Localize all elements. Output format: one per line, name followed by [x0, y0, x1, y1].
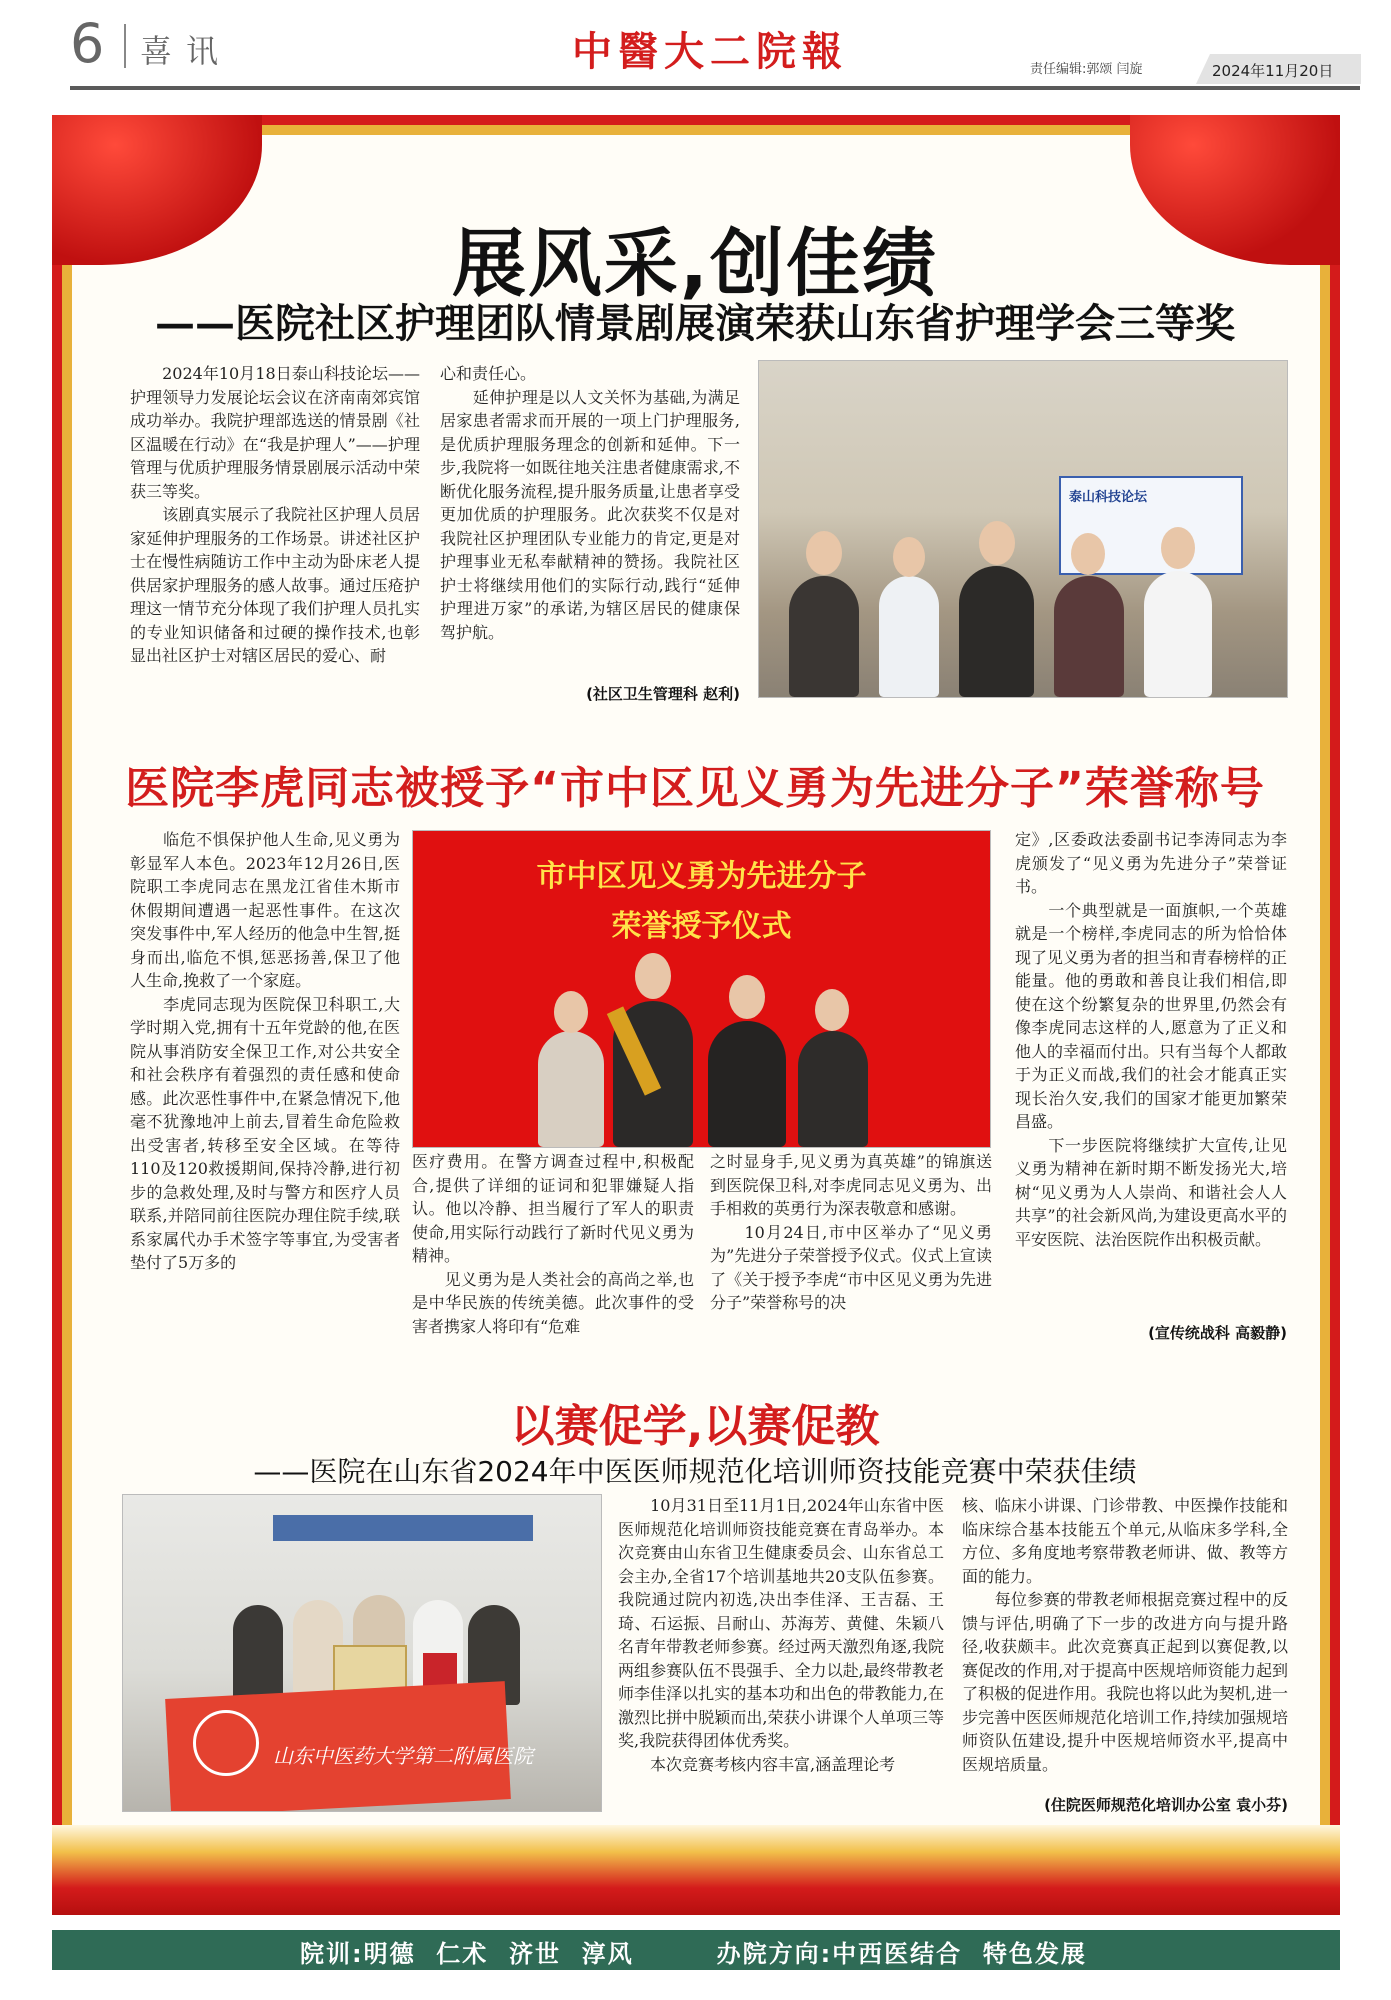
newspaper-masthead: 中醫大二院報 — [572, 28, 848, 75]
article2-credit: (宣传统战科 高毅静) — [1148, 1324, 1287, 1342]
article1-column-2: 心和责任心。 延伸护理是以人文关怀为基础,为满足居家患者需求而开展的一项上门护理服务,是优质护理服务理念的创新和延伸。下一步,我院将一如既往地关注患者健康需求,不断优化服务流程,提升服务质量,让患者享受更加优质的护理服务。此次获奖不仅是对我院社区护理团队专业能力的肯定,更是对护理事业无私奉献精神的赞扬。我院社区护士将继续用他们的实际行动,践行“延伸护理进万家”的承诺,为辖区居民的健康保驾护航。 — [440, 364, 740, 642]
person-figure — [798, 1031, 868, 1147]
venue-screen — [273, 1515, 533, 1541]
person-figure — [1144, 571, 1212, 697]
person-head — [806, 531, 842, 575]
person-figure — [233, 1605, 283, 1705]
person-figure — [959, 566, 1034, 697]
article1-title: 展风采,创佳绩 — [451, 221, 939, 307]
honor-ceremony-photo — [412, 830, 991, 1148]
article2-title: 医院李虎同志被授予“市中区见义勇为先进分子”荣誉称号 — [125, 763, 1265, 814]
article3-credit: (住院医师规范化培训办公室 袁小芬) — [1044, 1796, 1288, 1814]
person-head — [1071, 533, 1105, 575]
competition-team-photo — [122, 1494, 602, 1812]
header-rule — [70, 86, 1360, 90]
article3-column-2: 核、临床小讲课、门诊带教、中医操作技能和临床综合基本技能五个单元,从临床多学科,全方位、多角度地考察带教老师讲、做、教等方面的能力。 每位参赛的带教老师根据竞赛过程中的反馈与评估,明确了下一步的改进方向与提升路径,收获颇丰。此次竞赛真正起到以赛促教,以赛促改的作用,对于提高中医规培师资能力起到了积极的促进作用。我院也将以此为契机,进一步完善中医医师规范化培训工作,持续加强规培师资队伍建设,提升中医规培师资水平,提高中医规培质量。 — [962, 1496, 1288, 1774]
person-figure — [1054, 576, 1124, 697]
article2-column-4: 定》,区委政法委副书记李涛同志为李虎颁发了“见义勇为先进分子”荣誉证书。 一个典型就是一面旗帜,一个英雄就是一个榜样,李虎同志的所为恰恰体现了见义勇为者的担当和青春榜样的正能量。他的勇敢和善良让我们相信,即使在这个纷繁复杂的世界里,仍然会有像李虎同志这样的人,愿意为了正义和他人的幸福而付出。只有当每个人都敢于为正义而战,我们的社会才能真正实现长治久安,我们的国家才能更加繁荣昌盛。 下一步医院将继续扩大宣传,让见义勇为精神在新时期不断发扬光大,培树“见义勇为人人崇尚、和谐社会人人共享”的社会新风尚,为建设更高水平的平安医院、法治医院作出积极贡献。 — [1015, 830, 1287, 1249]
article3-title: 以赛促学,以赛促教 — [510, 1401, 880, 1452]
header-divider — [124, 24, 126, 68]
editors-line: 责任编辑:郭颂 闫旋 — [1030, 62, 1143, 77]
article2-column-3: 之时显身手,见义勇为真英雄”的锦旗送到医院保卫科,对李虎同志见义勇为、出手相救的英勇行为深表敬意和感谢。 10月24日,市中区举办了“见义勇为”先进分子荣誉授予仪式。仪式上宣读了《关于授予李虎“市中区见义勇为先进分子”荣誉称号的决 — [710, 1152, 992, 1312]
ceremony-banner-line-2: 荣誉授予仪式 — [611, 909, 792, 944]
person-head — [729, 975, 765, 1019]
ceremony-banner-line-1: 市中区见义勇为先进分子 — [536, 859, 867, 894]
person-head — [979, 521, 1015, 565]
footer-motto: 院训:明德 仁术 济世 淳风 办院方向:中西医结合 特色发展 — [300, 1940, 1087, 1968]
person-figure — [708, 1021, 786, 1147]
article3-column-1: 10月31日至11月1日,2024年山东省中医医师规范化培训师资技能竞赛在青岛举办。本次竞赛由山东省卫生健康委员会、山东省总工会主办,全省17个培训基地共20支队伍参赛。我院通过院内初选,决出李佳泽、王吉磊、王琦、石运振、吕耐山、苏海芳、黄健、朱颖八名青年带教老师参赛。经过两天激烈角逐,我院两组参赛队伍不畏强手、全力以赴,最终带教老师李佳泽以扎实的基本功和出色的带教能力,在激烈比拼中脱颖而出,荣获小讲课个人单项三等奖,我院获得团体优秀奖。 本次竞赛考核内容丰富,涵盖理论考 — [618, 1496, 944, 1774]
article2-column-1: 临危不惧保护他人生命,见义勇为彰显军人本色。2023年12月26日,医院职工李虎同志在黑龙江省佳木斯市休假期间遭遇一起恶性事件。在这次突发事件中,军人经历的他急中生智,挺身而出,临危不惧,惩恶扬善,保卫了他人生命,挽救了一个家庭。 李虎同志现为医院保卫科职工,大学时期入党,拥有十五年党龄的他,在医院从事消防安全保卫工作,对公共安全和社会秩序有着强烈的责任感和使命感。此次恶性事件中,在紧急情况下,他毫不犹豫地冲上前去,冒着生命危险救出受害者,转移至安全区域。在等待110及120救援期间,保持冷静,进行初步的急救处理,及时与警方和医疗人员联系,并陪同前往医院办理住院手续,联系家属代办手术签字等事宜,为受害者垫付了5万多的 — [130, 830, 400, 1272]
article1-credit: (社区卫生管理科 赵利) — [586, 685, 740, 703]
issue-date: 2024年11月20日 — [1212, 62, 1334, 80]
person-head — [893, 537, 925, 577]
person-figure — [789, 576, 859, 697]
bottom-ribbon-decoration — [52, 1825, 1340, 1915]
forum-screen-text: 泰山科技论坛 — [1069, 490, 1148, 505]
person-figure — [538, 1031, 604, 1147]
university-emblem-icon — [193, 1710, 259, 1776]
person-head — [815, 989, 849, 1031]
flag-text: 山东中医药大学第二附属医院 — [273, 1744, 533, 1768]
forum-group-photo — [758, 360, 1288, 698]
article1-subtitle: ——医院社区护理团队情景剧展演荣获山东省护理学会三等奖 — [155, 300, 1235, 347]
article1-column-1: 2024年10月18日泰山科技论坛——护理领导力发展论坛会议在济南南郊宾馆成功举办。我院护理部选送的情景剧《社区温暖在行动》在“我是护理人”——护理管理与优质护理服务情景剧展示活动中荣获三等奖。 该剧真实展示了我院社区护理人员居家延伸护理服务的工作场景。讲述社区护士在慢性病随访工作中主动为卧床老人提供居家护理服务的感人故事。通过压疮护理这一情节充分体现了我们护理人员扎实的专业知识储备和过硬的操作技术,也彰显出社区护士对辖区居民的爱心、耐 — [130, 364, 420, 665]
person-figure — [879, 576, 939, 697]
article3-subtitle: ——医院在山东省2024年中医医师规范化培训师资技能竞赛中荣获佳绩 — [253, 1455, 1137, 1488]
page-number: 6 — [70, 12, 105, 75]
person-head — [554, 991, 588, 1033]
article2-column-2: 医疗费用。在警方调查过程中,积极配合,提供了详细的证词和犯罪嫌疑人指认。他以冷静、担当履行了军人的职责使命,用实际行动践行了新时代见义勇为精神。 见义勇为是人类社会的高尚之举,也是中华民族的传统美德。此次事件的受害者携家人将印有“危难 — [412, 1152, 694, 1336]
person-head — [635, 953, 671, 999]
section-label: 喜讯 — [140, 32, 233, 70]
person-head — [1161, 527, 1195, 569]
